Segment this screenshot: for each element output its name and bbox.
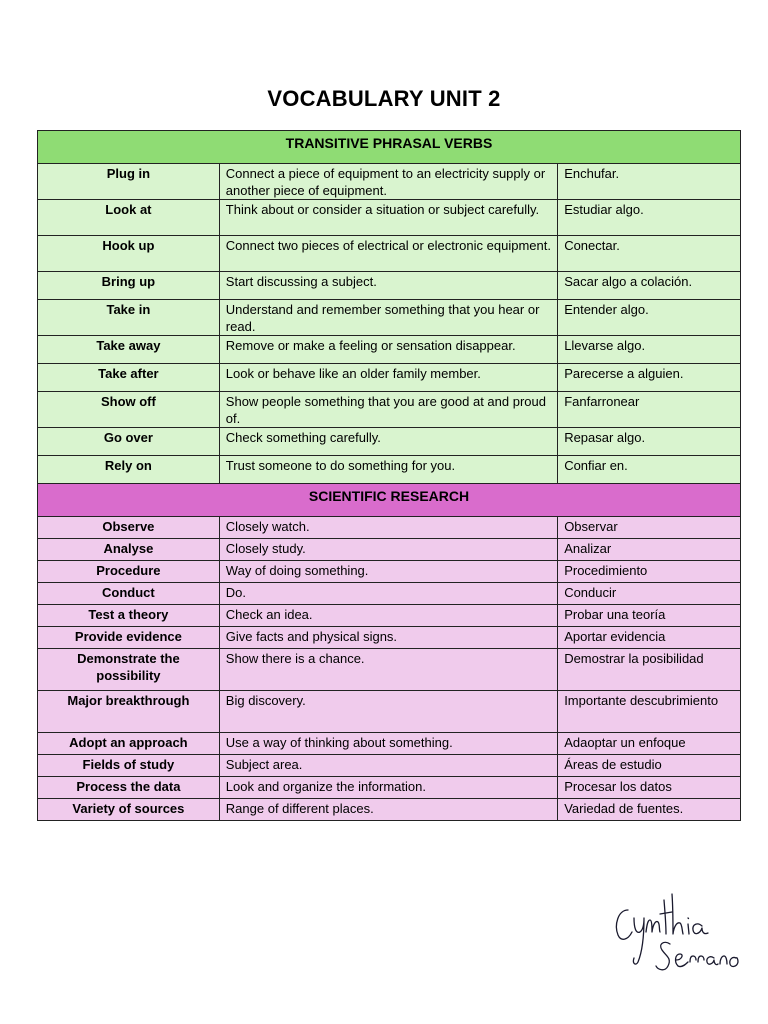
translation-cell: Analizar (558, 539, 741, 561)
translation-cell: Procesar los datos (558, 777, 741, 799)
translation-cell: Enchufar. (558, 164, 741, 200)
section-header (38, 484, 741, 517)
translation-cell: Repasar algo. (558, 428, 741, 456)
term-cell: Rely on (38, 456, 220, 484)
table-row (38, 627, 741, 649)
translation-cell: Aportar evidencia (558, 627, 741, 649)
definition-cell: Closely watch. (219, 517, 557, 539)
definition-cell: Look or behave like an older family member. (219, 364, 557, 392)
table-row (38, 272, 741, 300)
definition-cell: Connect two pieces of electrical or electronic equipment. (219, 236, 557, 272)
term-cell: Major breakthrough (38, 691, 220, 733)
term-cell: Bring up (38, 272, 220, 300)
definition-cell: Look and organize the information. (219, 777, 557, 799)
table-row (38, 300, 741, 336)
term-cell: Go over (38, 428, 220, 456)
section-heading: TRANSITIVE PHRASAL VERBS (38, 131, 741, 164)
term-cell: Show off (38, 392, 220, 428)
table-row (38, 649, 741, 691)
translation-cell: Sacar algo a colación. (558, 272, 741, 300)
section-header (38, 131, 741, 164)
table-row (38, 561, 741, 583)
section-heading: SCIENTIFIC RESEARCH (38, 484, 741, 517)
translation-cell: Parecerse a alguien. (558, 364, 741, 392)
term-cell: Demonstrate the possibility (38, 649, 220, 691)
term-cell: Conduct (38, 583, 220, 605)
table-row (38, 364, 741, 392)
term-cell: Analyse (38, 539, 220, 561)
term-cell: Take away (38, 336, 220, 364)
definition-cell: Subject area. (219, 755, 557, 777)
translation-cell: Fanfarronear (558, 392, 741, 428)
term-cell: Take after (38, 364, 220, 392)
translation-cell: Adaoptar un enfoque (558, 733, 741, 755)
definition-cell: Understand and remember something that you hear or read. (219, 300, 557, 336)
translation-cell: Confiar en. (558, 456, 741, 484)
translation-cell: Observar (558, 517, 741, 539)
definition-cell: Start discussing a subject. (219, 272, 557, 300)
definition-cell: Show there is a chance. (219, 649, 557, 691)
term-cell: Take in (38, 300, 220, 336)
translation-cell: Conducir (558, 583, 741, 605)
definition-cell: Do. (219, 583, 557, 605)
term-cell: Provide evidence (38, 627, 220, 649)
term-cell: Procedure (38, 561, 220, 583)
definition-cell: Range of different places. (219, 799, 557, 821)
definition-cell: Check an idea. (219, 605, 557, 627)
term-cell: Variety of sources (38, 799, 220, 821)
table-row (38, 605, 741, 627)
term-cell: Fields of study (38, 755, 220, 777)
term-cell: Look at (38, 200, 220, 236)
definition-cell: Trust someone to do something for you. (219, 456, 557, 484)
table-row (38, 456, 741, 484)
translation-cell: Entender algo. (558, 300, 741, 336)
definition-cell: Give facts and physical signs. (219, 627, 557, 649)
table-row (38, 799, 741, 821)
term-cell: Test a theory (38, 605, 220, 627)
definition-cell: Use a way of thinking about something. (219, 733, 557, 755)
term-cell: Process the data (38, 777, 220, 799)
translation-cell: Llevarse algo. (558, 336, 741, 364)
table-row (38, 164, 741, 200)
table-row (38, 200, 741, 236)
translation-cell: Demostrar la posibilidad (558, 649, 741, 691)
term-cell: Plug in (38, 164, 220, 200)
table-row (38, 583, 741, 605)
term-cell: Observe (38, 517, 220, 539)
definition-cell: Closely study. (219, 539, 557, 561)
definition-cell: Way of doing something. (219, 561, 557, 583)
definition-cell: Check something carefully. (219, 428, 557, 456)
table-row (38, 539, 741, 561)
translation-cell: Procedimiento (558, 561, 741, 583)
term-cell: Hook up (38, 236, 220, 272)
translation-cell: Variedad de fuentes. (558, 799, 741, 821)
table-row (38, 236, 741, 272)
definition-cell: Remove or make a feeling or sensation disappear. (219, 336, 557, 364)
table-row (38, 755, 741, 777)
definition-cell: Connect a piece of equipment to an electricity supply or another piece of equipment. (219, 164, 557, 200)
table-row (38, 428, 741, 456)
handwritten-signature (610, 880, 750, 980)
page-title: VOCABULARY UNIT 2 (267, 86, 501, 111)
definition-cell: Big discovery. (219, 691, 557, 733)
table-row (38, 733, 741, 755)
translation-cell: Estudiar algo. (558, 200, 741, 236)
table-row (38, 336, 741, 364)
translation-cell: Conectar. (558, 236, 741, 272)
table-row (38, 517, 741, 539)
term-cell: Adopt an approach (38, 733, 220, 755)
vocabulary-table (37, 130, 741, 821)
translation-cell: Probar una teoría (558, 605, 741, 627)
table-row (38, 691, 741, 733)
translation-cell: Áreas de estudio (558, 755, 741, 777)
translation-cell: Importante descubrimiento (558, 691, 741, 733)
definition-cell: Think about or consider a situation or subject carefully. (219, 200, 557, 236)
table-row (38, 392, 741, 428)
definition-cell: Show people something that you are good at and proud of. (219, 392, 557, 428)
table-row (38, 777, 741, 799)
